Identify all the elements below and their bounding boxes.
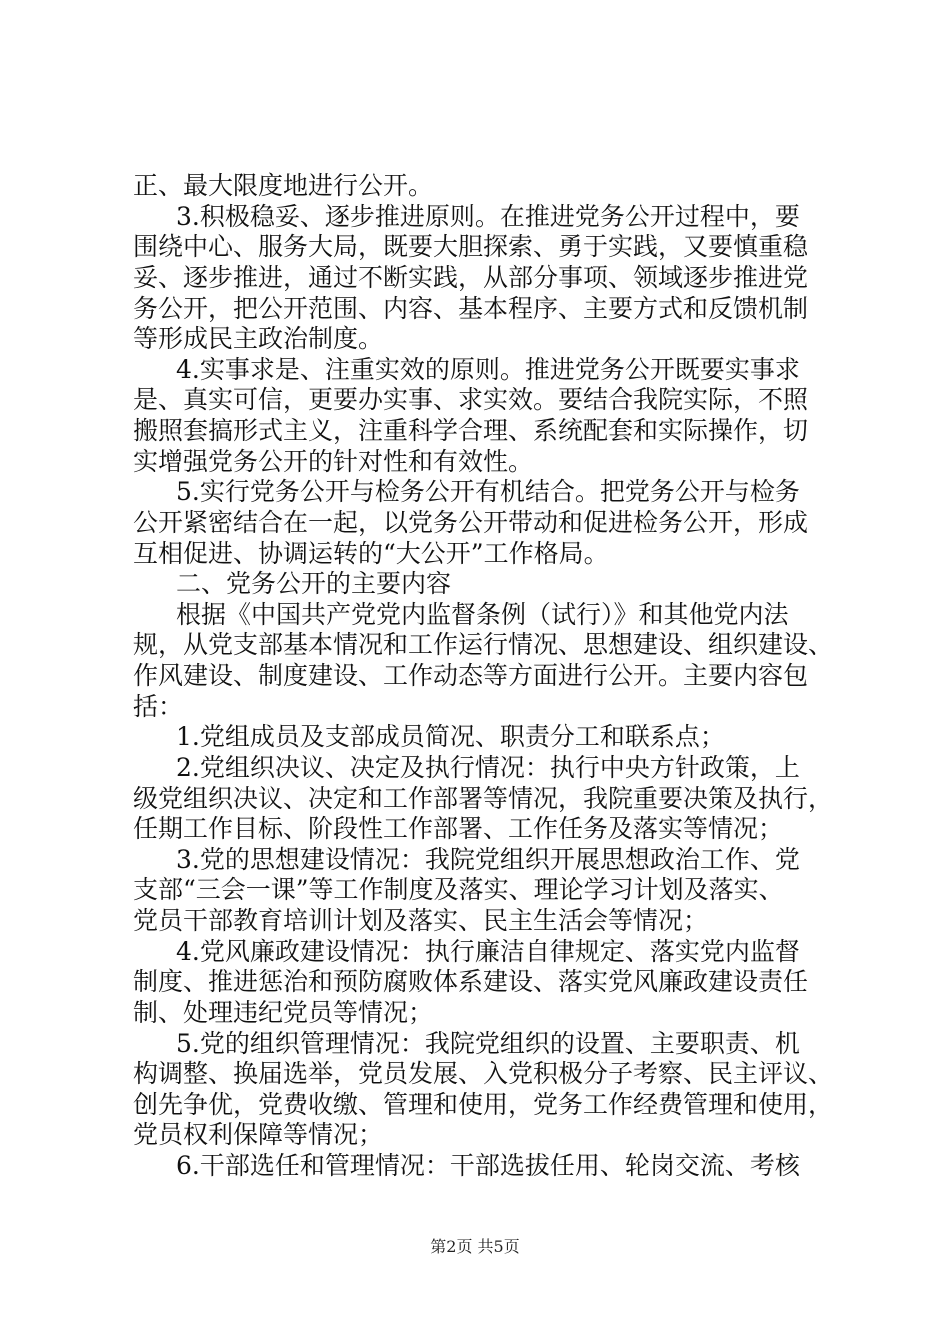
text-line: 务公开，把公开范围、内容、基本程序、主要方式和反馈机制 xyxy=(133,294,809,323)
text-line: 支部“三会一课”等工作制度及落实、理论学习计划及落实、 xyxy=(133,875,784,904)
text-line: 3.积极稳妥、逐步推进原则。在推进党务公开过程中，要 xyxy=(176,202,800,231)
text-line: 5.实行党务公开与检务公开有机结合。把党务公开与检务 xyxy=(176,477,800,506)
text-line: 围绕中心、服务大局，既要大胆探索、勇于实践，又要慎重稳 xyxy=(133,232,809,261)
text-line: 创先争优，党费收缴、管理和使用，党务工作经费管理和使用， xyxy=(133,1090,834,1119)
text-line: 2.党组织决议、决定及执行情况：执行中央方针政策，上 xyxy=(176,753,800,782)
text-line: 根据《中国共产党党内监督条例（试行）》和其他党内法 xyxy=(176,600,789,629)
text-line: 任期工作目标、阶段性工作部署、工作任务及落实等情况； xyxy=(133,814,784,843)
text-line: 构调整、换届选举，党员发展、入党积极分子考察、民主评议、 xyxy=(133,1059,834,1088)
text-line: 等形成民主政治制度。 xyxy=(133,324,384,353)
text-line: 级党组织决议、决定和工作部署等情况，我院重要决策及执行， xyxy=(133,784,834,813)
text-line: 括： xyxy=(133,692,184,721)
page-number: 第2页 共5页 xyxy=(430,1237,520,1256)
text-line: 4.实事求是、注重实效的原则。推进党务公开既要实事求 xyxy=(176,355,800,384)
text-line: 4.党风廉政建设情况：执行廉洁自律规定、落实党内监督 xyxy=(176,937,800,966)
text-line: 互相促进、协调运转的“大公开”工作格局。 xyxy=(133,539,609,568)
text-line: 搬照套搞形式主义，注重科学合理、系统配套和实际操作，切 xyxy=(133,416,809,445)
text-line: 作风建设、制度建设、工作动态等方面进行公开。主要内容包 xyxy=(133,661,809,690)
text-line: 6.干部选任和管理情况：干部选拔任用、轮岗交流、考核 xyxy=(176,1151,800,1180)
text-line: 公开紧密结合在一起，以党务公开带动和促进检务公开，形成 xyxy=(133,508,809,537)
text-line: 实增强党务公开的针对性和有效性。 xyxy=(133,447,534,476)
text-line: 3.党的思想建设情况：我院党组织开展思想政治工作、党 xyxy=(176,845,800,874)
text-line: 制、处理违纪党员等情况； xyxy=(133,998,434,1027)
text-line: 是、真实可信，更要办实事、求实效。要结合我院实际，不照 xyxy=(133,385,809,414)
text-line: 1.党组成员及支部成员简况、职责分工和联系点； xyxy=(176,722,725,751)
text-line: 妥、逐步推进，通过不断实践，从部分事项、领域逐步推进党 xyxy=(133,263,809,292)
text-line: 5.党的组织管理情况：我院党组织的设置、主要职责、机 xyxy=(176,1029,800,1058)
text-line: 党员干部教育培训计划及落实、民主生活会等情况； xyxy=(133,906,709,935)
section-heading: 二、党务公开的主要内容 xyxy=(176,569,452,598)
text-line: 规，从党支部基本情况和工作运行情况、思想建设、组织建设、 xyxy=(133,630,834,659)
text-line: 正、最大限度地进行公开。 xyxy=(133,171,434,200)
text-line: 制度、推进惩治和预防腐败体系建设、落实党风廉政建设责任 xyxy=(133,967,809,996)
text-line: 党员权利保障等情况； xyxy=(133,1120,384,1149)
